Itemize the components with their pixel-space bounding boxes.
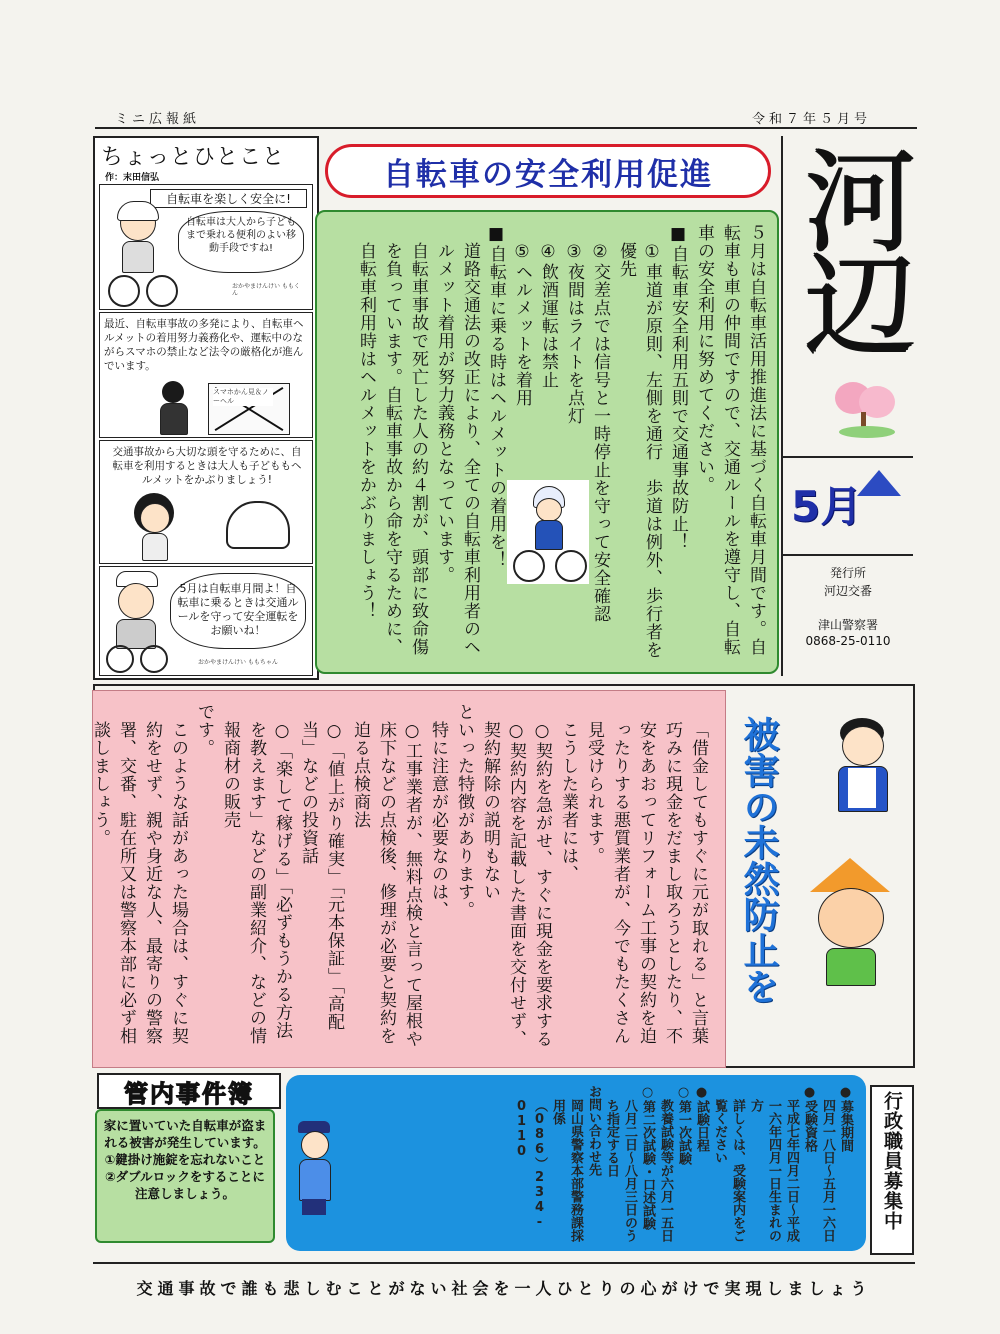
- helmet-text-1: 道路交通法の改正により、全ての自転車利用者のヘルメット着用が努力義務となっています。: [434, 242, 480, 656]
- fraud-p2: こうした業者には、: [558, 721, 578, 883]
- fraud-title: 被害の未然防止を: [738, 716, 779, 1004]
- fraud-p6: このような話があった場合は、すぐに契約をせず、親や身近な人、最寄りの警察署、交番、駐在所又は警察本部に必ず相談しましょう。: [90, 721, 188, 1045]
- kabuto-icon: [857, 470, 901, 496]
- manga-panel-1: [99, 184, 313, 310]
- panel2-sign: スマホかん見＆ノーヘル: [213, 388, 273, 406]
- cherry-tree-illustration: [829, 382, 901, 442]
- issue-date: 令和７年５月号: [752, 112, 872, 127]
- manga-author: 作：末田信弘: [105, 173, 160, 183]
- footer-slogan: 交通事故で誰も悲しむことがない社会を一人ひとりの心がけで実現しましょう: [136, 1279, 872, 1298]
- recruit-l9: ○第二次試験・口述試験: [640, 1085, 655, 1230]
- recruitment-title: 行政職員募集中: [881, 1091, 903, 1231]
- panel1-bubble: 自転車は大人から子どもまで乗れる便利のよい移動手段ですね!: [178, 211, 304, 273]
- rule-2: ②交差点では信号と一時停止を守って安全確認: [590, 242, 610, 623]
- manga-column: [93, 136, 319, 680]
- incidents-title-frame: [97, 1073, 281, 1109]
- boy-cyclist-figure: [106, 199, 176, 309]
- bicycle-title: 自転車の安全利用促進: [383, 156, 713, 193]
- recruit-l3: ●受験資格: [802, 1085, 817, 1152]
- header-rule: [95, 127, 917, 129]
- student-figure: [154, 381, 194, 435]
- fraud-article-box: [92, 690, 726, 1068]
- recruit-l13: （086）234-0110: [514, 1099, 547, 1230]
- recruitment-title-frame: [870, 1085, 914, 1255]
- rule-1: ①車道が原則、左側を通行 歩道は例外、歩行者を優先: [616, 242, 662, 659]
- panel3-text: 交通事故から大切な頭を守るために、自転車を利用するときは大人も子どももヘルメットをかぶりましょう!: [112, 446, 302, 486]
- bicycle-article-box: [315, 210, 779, 674]
- recruitment-box: [286, 1075, 866, 1251]
- panel4-bubble: 5月は自転車月間よ！自転車に乗るときは交通ルールを守って安全運転をお願いね！: [170, 573, 306, 649]
- recruit-l8: 教養試験等が六月一五日: [658, 1099, 673, 1242]
- recruit-l2: 四月一八日～五月一六日: [820, 1099, 835, 1242]
- fraud-b3: ○工事業者が、無料点検と言って屋根や床下などの点検後、修理が必要と契約を迫る点検商法: [350, 721, 422, 1048]
- fraud-b4: ○「値上がり確実」「元本保証」「高配当」などの投資話: [298, 721, 344, 1031]
- publisher: 河辺交番: [823, 584, 872, 598]
- panel1-caption: おかやまけんけい ももくん: [232, 283, 300, 297]
- masthead-column: [781, 136, 915, 676]
- panel1-heading: 自転車を楽しく安全に!: [150, 189, 307, 208]
- fraud-p4: 特に注意が必要なのは、: [428, 721, 448, 919]
- recruit-l10: 八月二日～八月三日のうち指定する日: [604, 1099, 637, 1242]
- manga-title: ちょっとひとこと: [101, 145, 286, 170]
- publisher-label: 発行所: [829, 566, 866, 580]
- masthead-month: 5月: [791, 482, 863, 531]
- fraud-article-text: [87, 703, 711, 1055]
- panel2-text: 最近、自転車事故の多発により、自転車ヘルメットの着用努力義務化や、運転中のながらスマホの禁止など法令の厳格化が進んでいます。: [104, 318, 304, 372]
- recruit-l5: 詳しくは、受験案内をご覧ください: [712, 1099, 745, 1242]
- police-officer-illustration: [292, 1121, 336, 1217]
- cyclist-illustration: [507, 480, 589, 584]
- panel4-caption: おかやまけんけい ももちゃん: [198, 659, 278, 666]
- incidents-section: [93, 1073, 283, 1249]
- recruit-l11: お問い合わせ先: [586, 1085, 601, 1176]
- recruit-l7: ○第一次試験: [676, 1085, 691, 1165]
- fraud-p5: です。: [194, 703, 214, 757]
- top-section: [93, 130, 913, 678]
- rules-heading: ■自転車安全利用五則で交通事故防止！: [668, 224, 688, 551]
- bicycle-intro: ５月は自転車活用推進法に基づく自転車月間です。自転車も車の仲間ですので、交通ルールを遵守し、自転車の安全利用に努めてください。: [694, 224, 766, 656]
- bicycle-article-text: [353, 224, 769, 660]
- incidents-text: 家に置いていた自転車が盗まれる被害が発生しています。①鍵掛け施錠を忘れないこと②ダブルロックをすることに注意しましょう。: [95, 1109, 275, 1243]
- police-mascot-illustration: [818, 712, 906, 822]
- recruit-l1: ●募集期間: [838, 1085, 853, 1152]
- manga-panel-3: [99, 440, 313, 564]
- fraud-b1: ○契約を急がせ、すぐに現金を要求する: [532, 721, 552, 1048]
- police-station: 津山警察署: [817, 618, 878, 632]
- rule-4: ④飲酒運転は禁止: [538, 242, 558, 389]
- recruit-l6: ●試験日程: [694, 1085, 709, 1152]
- recruit-l12: 岡山県警察本部警務課採用係: [550, 1099, 583, 1242]
- station-phone: 0868-25-0110: [805, 634, 891, 648]
- fraud-p1: 「借金してもすぐに元が取れる」と言葉巧みに現金をだまし取ろうとしたり、不安をあおってリフォーム工事の契約を迫ったりする悪質業者が、今でもたくさん見受けられます。: [584, 721, 708, 1045]
- incidents-title: 管内事件簿: [124, 1079, 254, 1108]
- footer-rule: [93, 1262, 915, 1264]
- manga-panel-2: [99, 312, 313, 438]
- helmet-heading: ■自転車に乗る時はヘルメットの着用を！: [486, 224, 506, 569]
- helmet-text-2: 自転車事故で死亡した人の約４割が、頭部に致命傷を負っています。自転車事故から命を守るために、自転車利用時はヘルメットをかぶりましょう！: [356, 242, 428, 656]
- fraud-b2: ○契約内容を記載した書面を交付せず、契約解除の説明もない: [480, 721, 526, 1048]
- manga-panel-4: [99, 566, 313, 676]
- recruit-l4: 平成七年四月二日～平成一六年四月一日生まれの方: [748, 1099, 799, 1242]
- no-phone-sign: [208, 383, 290, 435]
- kabuto-boy-illustration: [800, 858, 900, 988]
- masthead-name: 河辺: [785, 142, 915, 350]
- helmet-figure: [226, 501, 290, 549]
- recruitment-text: [512, 1085, 854, 1243]
- rule-5: ⑤ヘルメットを着用: [512, 242, 532, 407]
- fraud-b5: ○「楽して稼げる」「必ずもうかる方法を教えます」などの副業紹介、などの情報商材の販売: [220, 721, 292, 1045]
- rule-3: ③夜間はライトを点灯: [564, 242, 584, 425]
- police-girl-figure: [106, 571, 166, 671]
- girl-figure: [130, 493, 180, 561]
- fraud-p3: といった特徴があります。: [454, 703, 474, 919]
- newsletter-type: ミニ広報紙: [115, 112, 201, 127]
- bicycle-title-frame: [325, 144, 771, 198]
